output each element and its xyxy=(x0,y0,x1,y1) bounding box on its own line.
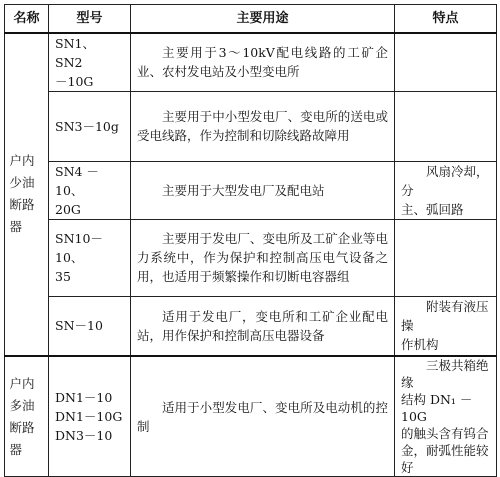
model-cell: DN1－10 DN1－10G DN3－10 xyxy=(49,356,131,477)
category-cell xyxy=(5,33,49,357)
table-row xyxy=(5,219,497,296)
model-cell: SN1、 SN2 －10G xyxy=(49,33,131,92)
model-cell: SN－10 xyxy=(49,296,131,356)
header-model: 型号 xyxy=(49,5,131,33)
usage-cell: 适用于小型发电厂、变电所及电动机的控制 xyxy=(131,356,395,477)
header-usage: 主要用途 xyxy=(131,5,395,33)
model-cell: SN4 － 10、 20G xyxy=(49,161,131,219)
table-row xyxy=(5,91,497,161)
model-cell: SN3－10g xyxy=(49,91,131,161)
features-cell xyxy=(395,219,497,296)
header-name: 名称 xyxy=(5,5,49,33)
usage-cell: 主要用于3～10kV配电线路的工矿企业、农村发电站及小型变电所 xyxy=(131,33,395,92)
category-label: 户内多油断路器 xyxy=(9,375,35,457)
features-cell: 风扇冷却，分 主、弧回路 xyxy=(395,161,497,219)
header-row xyxy=(5,5,497,33)
features-cell: 三极共箱绝缘 结构 DN₁ － 10G 的触头含有钨合 金，耐弧性能较 好 xyxy=(395,356,497,477)
usage-cell: 主要用于大型发电厂及配电站 xyxy=(131,161,395,219)
header-features: 特点 xyxy=(395,5,497,33)
model-cell: SN10－10、 35 xyxy=(49,219,131,296)
category-label: 户内少油断路器 xyxy=(9,153,35,235)
category-cell xyxy=(5,356,49,477)
table-row xyxy=(5,296,497,356)
usage-cell: 适用于发电厂，变电所和工矿企业配电站，用作保护和控制高压电器设备 xyxy=(131,296,395,356)
features-cell xyxy=(395,33,497,92)
breaker-table xyxy=(4,4,497,477)
features-cell: 附装有液压操 作机构 xyxy=(395,296,497,356)
table-row xyxy=(5,33,497,92)
usage-cell: 主要用于中小型发电厂、变电所的送电或受电线路，作为控制和切除线路故障用 xyxy=(131,91,395,161)
table-row xyxy=(5,161,497,219)
features-cell xyxy=(395,91,497,161)
usage-cell: 主要用于发电厂、变电所及工矿企业等电力系统中，作为保护和控制高压电气设备之用，也适用于频繁操作和切断电容器组 xyxy=(131,219,395,296)
table-row xyxy=(5,356,497,477)
